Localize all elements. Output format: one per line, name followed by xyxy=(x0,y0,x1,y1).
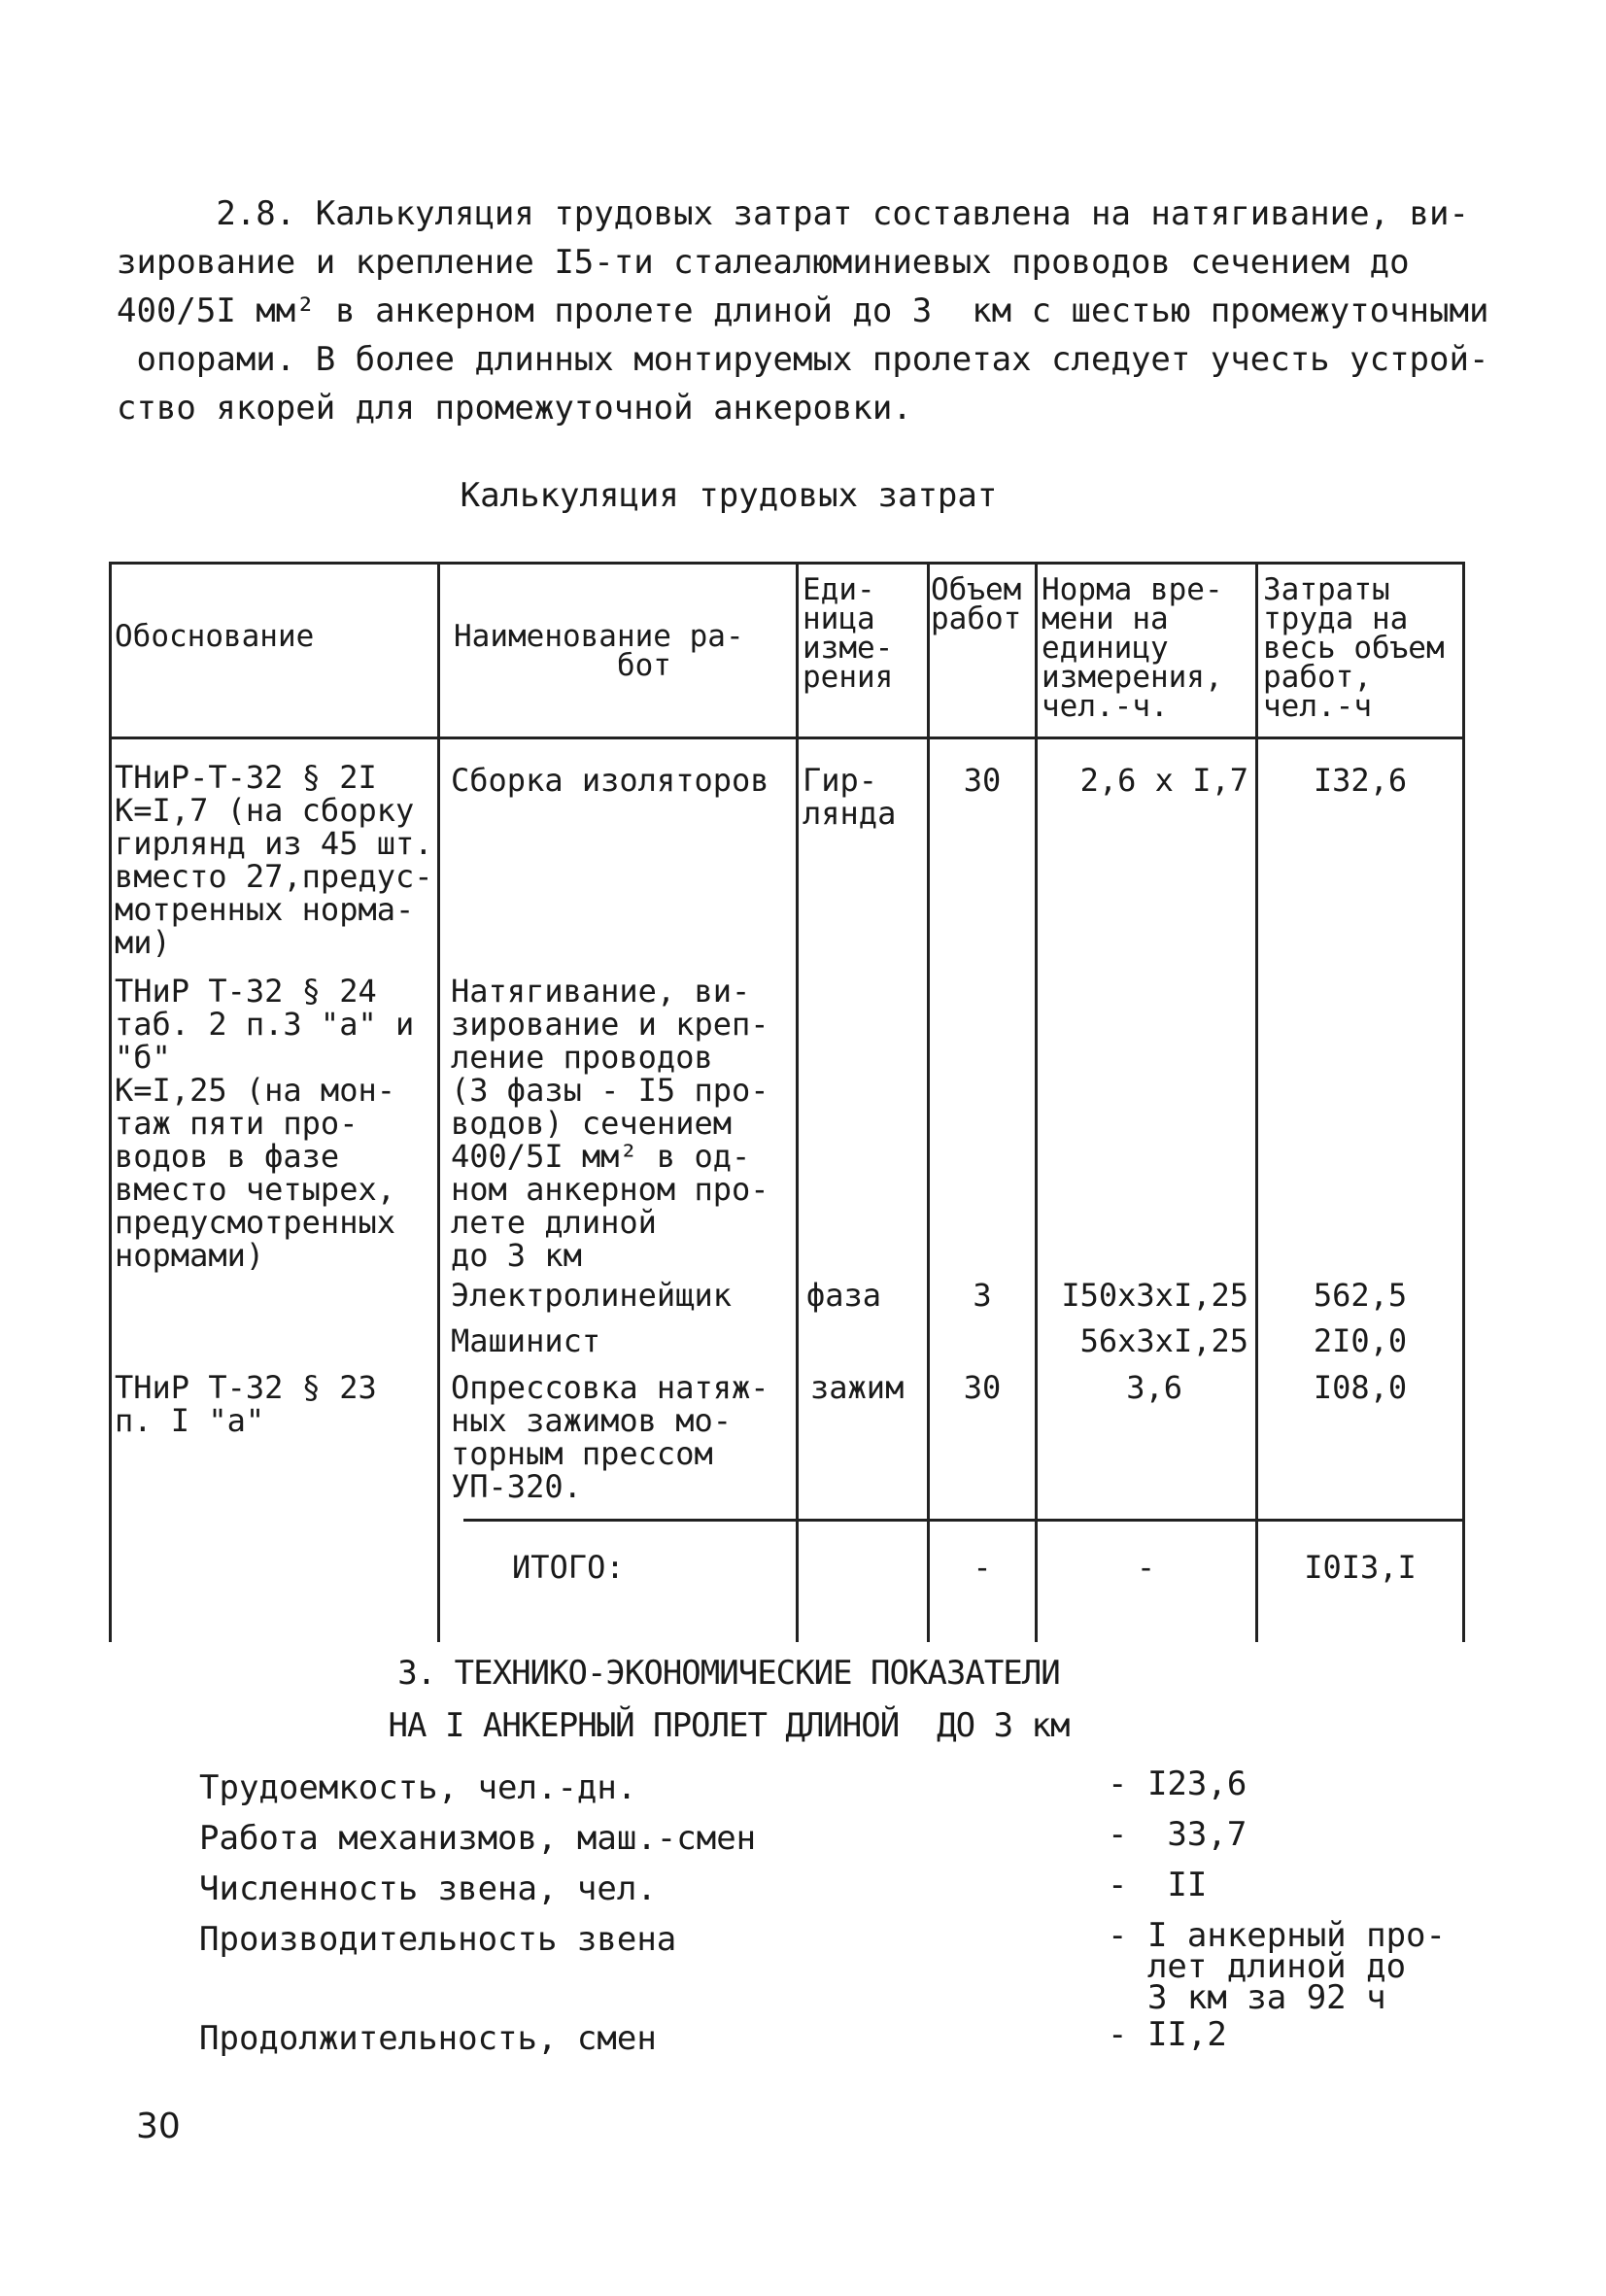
intro-line: зирование и крепление I5-ти сталеалюминиевых проводов сечением до xyxy=(117,243,1410,282)
header-unit: Еди- ница изме- рения xyxy=(803,572,894,695)
table-cell-volume: 3 xyxy=(973,1277,992,1314)
intro-line: 2.8. Калькуляция трудовых затрат составлена на натягивание, ви- xyxy=(117,194,1469,233)
total-label: ИТОГО: xyxy=(512,1549,625,1586)
col-border-volume xyxy=(1035,562,1038,1642)
col-border-right xyxy=(1462,562,1465,1642)
table-cell-basis: ТНиР Т-32 § 23 п. I "а" xyxy=(115,1369,377,1439)
col-border-left xyxy=(109,562,112,1642)
indicator-label: Численность звена, чел. xyxy=(199,1869,657,1908)
indicator-value: - II,2 xyxy=(1108,2015,1227,2054)
indicator-value: - I анкерный про- лет длиной до 3 км за 92 ч xyxy=(1108,1916,1446,2017)
table-cell-norm: I50x3xI,25 xyxy=(1061,1277,1248,1314)
table-title: Калькуляция трудовых затрат xyxy=(460,476,998,515)
table-cell-volume: 30 xyxy=(963,1369,1002,1406)
intro-paragraph xyxy=(117,189,1496,432)
table-cell-basis: ТНиР Т-32 § 24 таб. 2 п.3 "а" и "б" К=I,25 (на мон- таж пяти про- водов в фазе вместо четырех, предусмотренных нормами) xyxy=(115,973,415,1274)
col-border-basis xyxy=(437,562,440,1642)
table-cell-total: I32,6 xyxy=(1313,762,1408,799)
indicator-label: Работа механизмов, маш.-смен xyxy=(199,1819,757,1858)
intro-line: ство якорей для промежуточной анкеровки. xyxy=(117,389,912,428)
indicator-label: Трудоемкость, чел.-дн. xyxy=(199,1768,637,1807)
table-cell-basis: ТНиР-Т-32 § 2I К=I,7 (на сборку гирлянд из 45 шт. вместо 27,предус- мотренных норма- ми) xyxy=(115,759,433,961)
indicator-value: - I23,6 xyxy=(1108,1765,1247,1803)
table-cell-total: 562,5 xyxy=(1313,1277,1408,1314)
table-cell-unit: зажим xyxy=(810,1369,905,1406)
table-cell-volume: 30 xyxy=(963,762,1002,799)
header-volume: Объем работ xyxy=(931,572,1022,636)
header-norm: Норма вре- мени на единицу измерения, чел.-ч. xyxy=(1042,572,1223,724)
total-sum: I0I3,I xyxy=(1304,1549,1417,1586)
section-3-heading xyxy=(0,1647,1457,1752)
table-cell-norm: 2,6 x I,7 xyxy=(1079,762,1248,799)
header-basis: Обоснование xyxy=(115,619,315,654)
indicator-label: Продолжительность, смен xyxy=(199,2019,657,2058)
table-cell-total: I08,0 xyxy=(1313,1369,1408,1406)
col-border-work xyxy=(796,562,799,1642)
section-3-title-line-1: 3. ТЕХНИКО-ЭКОНОМИЧЕСКИЕ ПОКАЗАТЕЛИ xyxy=(397,1654,1060,1693)
col-border-unit xyxy=(927,562,930,1642)
table-cell-total: 2I0,0 xyxy=(1313,1322,1408,1359)
page-number: 30 xyxy=(136,2107,181,2146)
table-cell-work-name: Сборка изоляторов xyxy=(451,762,769,799)
table-cell-work-name: Натягивание, ви- зирование и креп- ление проводов (3 фазы - I5 про- водов) сечением 400/5I мм² в од- ном анкерном про- лете длиной до 3 км xyxy=(451,973,769,1274)
header-work-name: Наименование ра- бот xyxy=(454,619,744,683)
table-cell-work-name: Машинист xyxy=(451,1322,601,1359)
header-total: Затраты труда на весь объем работ, чел.-ч xyxy=(1263,572,1445,724)
section-3-title-line-2: НА I АНКЕРНЫЙ ПРОЛЕТ ДЛИНОЙ ДО 3 км xyxy=(388,1706,1070,1745)
table-cell-work-name: Электролинейщик xyxy=(451,1277,732,1314)
col-border-norm xyxy=(1255,562,1258,1642)
total-volume: - xyxy=(973,1549,992,1586)
total-top-border xyxy=(463,1519,1465,1522)
total-norm: - xyxy=(1136,1549,1156,1586)
intro-line: опорами. В более длинных монтируемых пролетах следует учесть устрой- xyxy=(117,340,1489,379)
header-bottom-border xyxy=(109,737,1465,739)
indicator-value: - II xyxy=(1108,1866,1208,1904)
table-top-border xyxy=(109,562,1465,565)
table-cell-work-name: Опрессовка натяж- ных зажимов мо- торным прессом УП-320. xyxy=(451,1369,769,1505)
table-cell-unit: Гир- лянда xyxy=(803,762,897,832)
indicator-label: Производительность звена xyxy=(199,1920,677,1959)
table-cell-norm: 3,6 xyxy=(1126,1369,1182,1406)
labor-cost-table xyxy=(109,562,1465,1642)
intro-line: 400/5I мм² в анкерном пролете длиной до 3 км с шестью промежуточными xyxy=(117,291,1489,330)
table-cell-unit: фаза xyxy=(806,1277,882,1314)
indicator-value: - 33,7 xyxy=(1108,1815,1247,1854)
table-cell-norm: 56x3xI,25 xyxy=(1079,1322,1248,1359)
